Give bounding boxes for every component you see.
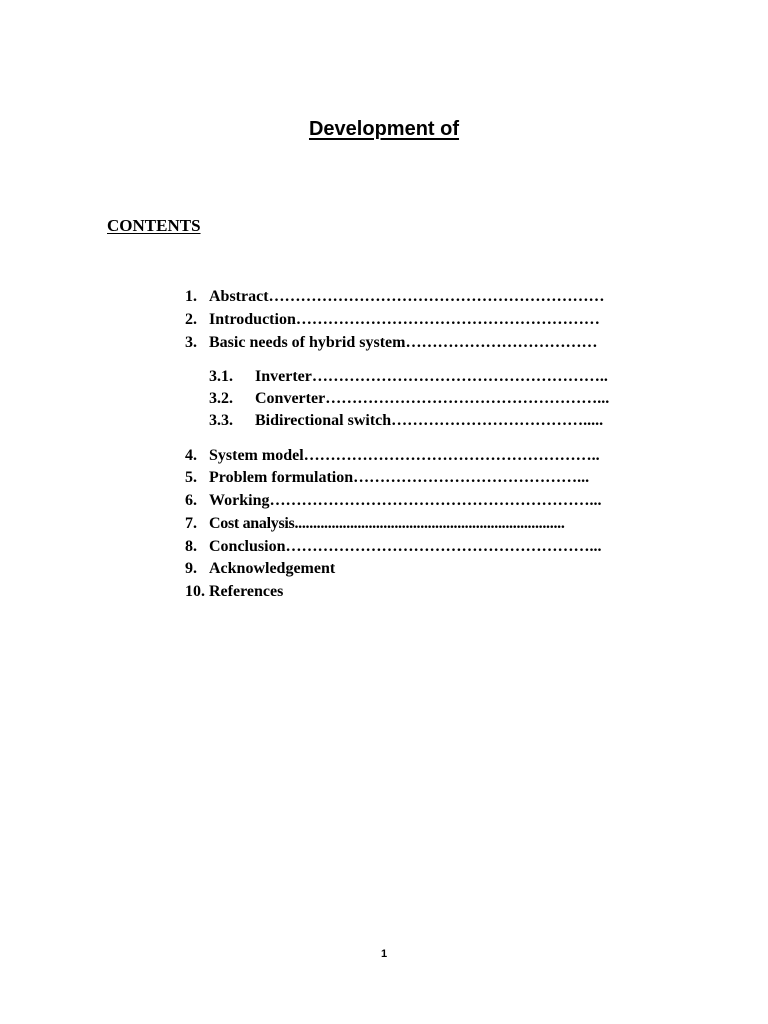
- toc-subitem-number: 3.3.: [209, 412, 233, 429]
- toc-subitem-bidirectional-switch: [209, 411, 603, 431]
- toc-item-conclusion: [185, 537, 601, 557]
- toc-item-label: System model………………………………………………..: [209, 447, 600, 464]
- toc-subitem-number: 3.2.: [209, 390, 233, 407]
- toc-subitem-label: Converter……………………………………………...: [255, 390, 610, 407]
- toc-item-label: Working……………………………………………………...: [209, 492, 602, 509]
- toc-item-number: 7.: [185, 515, 197, 532]
- page-number: 1: [380, 948, 388, 960]
- toc-item-label: Basic needs of hybrid system………………………………: [209, 334, 598, 351]
- toc-item-number: 8.: [185, 538, 197, 555]
- toc-item-system-model: [185, 446, 600, 466]
- toc-item-label: Cost analysis.........................................................................: [209, 515, 565, 532]
- toc-item-references: [185, 582, 283, 602]
- toc-item-acknowledgement: [185, 559, 335, 579]
- toc-item-number: 4.: [185, 447, 197, 464]
- toc-item-label: Acknowledgement: [209, 560, 336, 577]
- toc-item-number: 2.: [185, 311, 197, 328]
- toc-item-basic-needs: [185, 333, 597, 353]
- toc-item-label: References: [209, 583, 284, 600]
- toc-item-abstract: [185, 287, 605, 307]
- toc-subitem-label: Inverter………………………………………………..: [255, 368, 608, 385]
- toc-item-working: [185, 491, 601, 511]
- toc-item-label: Abstract………………………………………………………: [209, 288, 605, 305]
- toc-item-label: Conclusion…………………………………………………...: [209, 538, 602, 555]
- toc-item-label: Introduction…………………………………………………: [209, 311, 600, 328]
- toc-item-number: 9.: [185, 560, 197, 577]
- document-title: Development of: [308, 118, 460, 140]
- toc-item-number: 6.: [185, 492, 197, 509]
- toc-subitem-converter: [209, 389, 609, 409]
- toc-item-number: 1.: [185, 288, 197, 305]
- toc-item-number: 5.: [185, 469, 197, 486]
- toc-item-number: 3.: [185, 334, 197, 351]
- toc-subitem-number: 3.1.: [209, 368, 233, 385]
- toc-item-label: Problem formulation……………………………………...: [209, 469, 590, 486]
- toc-subitem-inverter: [209, 367, 608, 387]
- contents-heading: CONTENTS: [107, 216, 201, 235]
- toc-subitem-label: Bidirectional switch……………………………….....: [255, 412, 604, 429]
- toc-item-number: 10.: [185, 583, 205, 600]
- toc-item-problem-formulation: [185, 468, 589, 488]
- toc-item-cost-analysis: [185, 514, 565, 534]
- toc-item-introduction: [185, 310, 600, 330]
